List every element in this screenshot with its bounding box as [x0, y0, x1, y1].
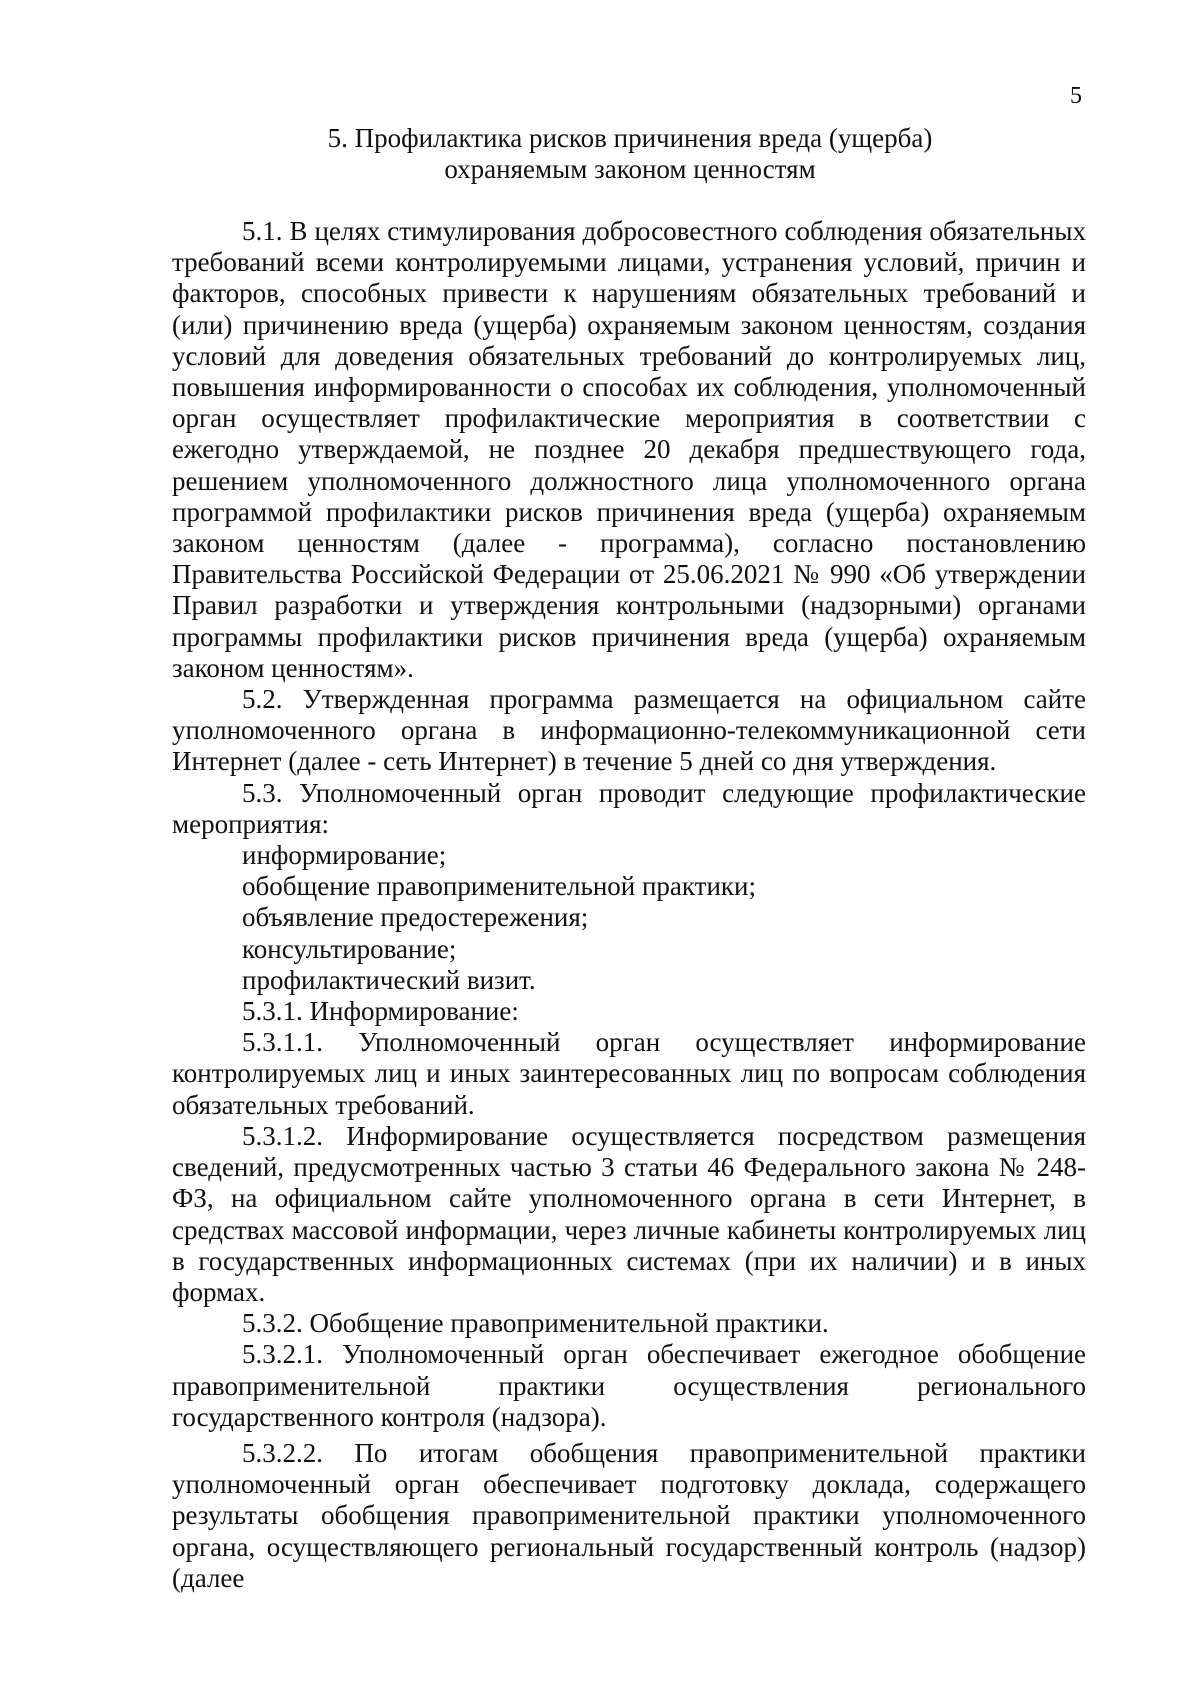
list-item: обобщение правоприменительной практики;	[242, 871, 756, 902]
paragraph-5-3-2-1: 5.3.2.1. Уполномоченный орган обеспечивает ежегодное обобщение правоприменительной практики осуществления регионального государственного контроля (надзора).	[172, 1339, 1086, 1432]
paragraph-5-3-1-2: 5.3.1.2. Информирование осуществляется посредством размещения сведений, предусмотренных частью 3 статьи 46 Федерального закона № 248-ФЗ, на официальном сайте уполномоченного органа в сети Интернет, в средствах массовой информации, через личные кабинеты контролируемых лиц в государственных информационных системах (при их наличии) и в иных формах.	[172, 1120, 1086, 1307]
list-item: информирование;	[242, 840, 447, 871]
page-number: 5	[1070, 83, 1082, 109]
list-item: консультирование;	[242, 933, 457, 964]
list-item: объявление предостережения;	[242, 902, 589, 933]
section-title-line-2: охраняемым законом ценностям	[444, 154, 816, 184]
paragraph-5-3-1-1: 5.3.1.1. Уполномоченный орган осуществляет информирование контролируемых лиц и иных заинтересованных лиц по вопросам соблюдения обязательных требований.	[172, 1027, 1086, 1120]
paragraph-5-3-1: 5.3.1. Информирование:	[242, 996, 519, 1027]
section-title-line-1: 5. Профилактика рисков причинения вреда (ущерба)	[327, 123, 933, 153]
paragraph-5-2: 5.2. Утвержденная программа размещается на официальном сайте уполномоченного органа в информационно-телекоммуникационной сети Интернет (далее - сеть Интернет) в течение 5 дней со дня утверждения.	[172, 684, 1086, 777]
list-item: профилактический визит.	[242, 964, 536, 995]
paragraph-5-3-2-2: 5.3.2.2. По итогам обобщения правоприменительной практики уполномоченный орган обеспечивает подготовку доклада, содержащего результаты обобщения правоприменительной практики уполномоченного органа, осуществляющего региональный государственный контроль (надзор) (далее	[172, 1437, 1086, 1593]
paragraph-5-3-2: 5.3.2. Обобщение правоприменительной практики.	[242, 1308, 829, 1339]
paragraph-5-1: 5.1. В целях стимулирования добросовестного соблюдения обязательных требований всеми контролируемыми лицами, устранения условий, причин и факторов, способных привести к нарушениям обязательных требований и (или) причинению вреда (ущерба) охраняемым законом ценностям, создания условий для доведения обязательных требований до контролируемых лиц, повышения информированности о способах их соблюдения, уполномоченный орган осуществляет профилактические мероприятия в соответствии с ежегодно утверждаемой, не позднее 20 декабря предшествующего года, решением уполномоченного должностного лица уполномоченного органа программой профилактики рисков причинения вреда (ущерба) охраняемым законом ценностям (далее - программа), согласно постановлению Правительства Российской Федерации от 25.06.2021 № 990 «Об утверждении Правил разработки и утверждения контрольными (надзорными) органами программы профилактики рисков причинения вреда (ущерба) охраняемым законом ценностям».	[172, 216, 1086, 683]
paragraph-5-3: 5.3. Уполномоченный орган проводит следующие профилактические мероприятия:	[172, 777, 1086, 839]
section-title	[170, 123, 1090, 185]
document-body	[172, 216, 1086, 1594]
